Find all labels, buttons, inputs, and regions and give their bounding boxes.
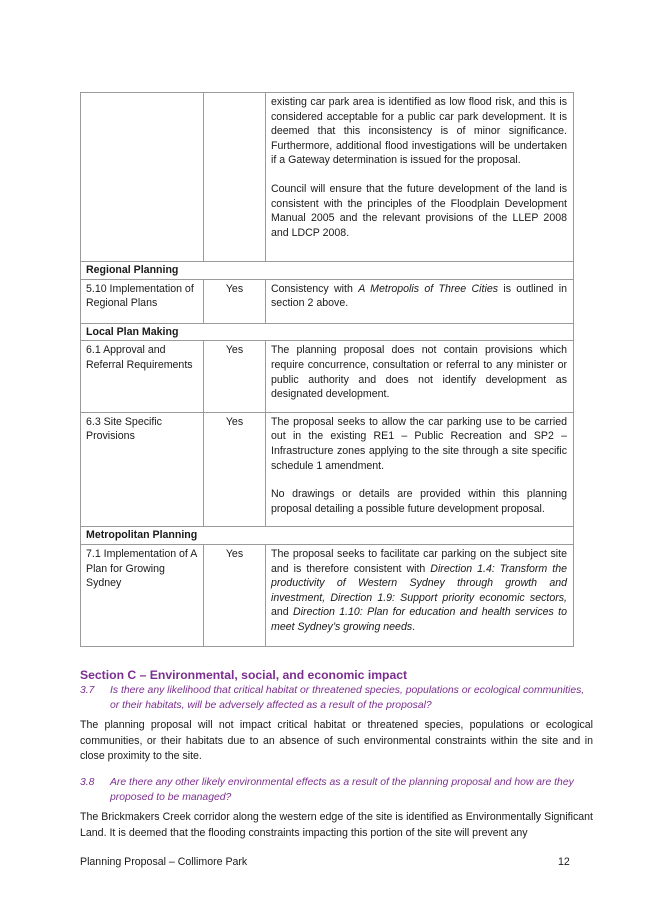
table-row — [81, 279, 574, 323]
comment-cell — [266, 412, 574, 527]
footer-title: Planning Proposal – Collimore Park — [80, 856, 248, 868]
table-row — [81, 544, 574, 647]
comment-text: and — [271, 606, 294, 619]
direction-cell: 5.10 Implementation of Regional Plans — [81, 279, 204, 323]
question-number: 3.7 — [80, 685, 95, 696]
consistent-cell: Yes — [204, 544, 266, 647]
comment-cell — [266, 341, 574, 412]
comment-italic: Direction 1.4: Transform the productivity of Western Sydney through growth and investment, Direction 1.9: Support priority economic sectors, — [271, 562, 567, 604]
answer-3-8: The Brickmakers Creek corridor along the western edge of the site is identified as Environmentally Significant Land. It is deemed that the flooding constraints impacting this portion of the site will prevent any — [80, 811, 593, 839]
consistent-cell: Yes — [204, 279, 266, 323]
question-text: Are there any other likely environmental effects as a result of the planning proposal and how are they proposed to be managed? — [110, 777, 574, 803]
table-row — [81, 341, 574, 412]
comment-text: Consistency with — [271, 282, 359, 295]
local-plan-making-header: Local Plan Making — [81, 323, 574, 341]
direction-cell: 7.1 Implementation of A Plan for Growing Sydney — [81, 544, 204, 647]
question-number: 3.8 — [80, 777, 95, 788]
question-text: Is there any likelihood that critical habitat or threatened species, populations or ecological communities, or their habitats, will be adversely affected as a result of the proposal? — [110, 685, 585, 711]
regional-planning-header: Regional Planning — [81, 262, 574, 280]
comment-text: is outlined in section 2 above. — [271, 282, 567, 310]
comment-paragraph: existing car park area is identified as low flood risk, and this is considered acceptable for a public car park development. It is deemed that this inconsistency is of minor significance. Furthermore, additional flood investigations will be undertaken if a Gateway determination is issued for the proposal. — [271, 96, 567, 167]
section-c-heading: Section C – Environmental, social, and economic impact — [80, 668, 408, 682]
comment-paragraph: The planning proposal does not contain provisions which require concurrence, consultation or referral to any minister or public authority and does not identify development as designated development. — [271, 344, 567, 401]
table-section-header — [81, 262, 574, 280]
comment-cell — [266, 544, 574, 647]
comment-italic: Direction 1.10: Plan for education and health services to meet Sydney’s growing needs — [271, 606, 567, 633]
table-section-header — [81, 527, 574, 545]
question-3-7 — [80, 684, 593, 713]
table-row — [81, 412, 574, 527]
direction-cell — [81, 93, 204, 262]
comment-cell — [266, 93, 574, 262]
comment-cell — [266, 279, 574, 323]
comment-paragraph: No drawings or details are provided within this planning proposal detailing a possible future development proposal. — [271, 488, 567, 515]
comment-paragraph: The proposal seeks to allow the car parking use to be carried out in the existing RE1 – Public Recreation and SP2 – Infrastructure zones applying to the site through a site specific schedule 1 amendment. — [271, 415, 567, 472]
consistency-table — [80, 92, 574, 647]
page-number: 12 — [558, 856, 570, 868]
comment-text: . — [412, 620, 416, 633]
metropolitan-planning-header: Metropolitan Planning — [81, 527, 574, 545]
comment-paragraph: Council will ensure that the future development of the land is consistent with the principles of the Floodplain Development Manual 2005 and the relevant provisions of the LLEP 2008 and LDCP 2008. — [271, 182, 567, 239]
question-3-8 — [80, 776, 593, 805]
consistent-cell: Yes — [204, 341, 266, 412]
direction-cell: 6.3 Site Specific Provisions — [81, 412, 204, 527]
table-row — [81, 93, 574, 262]
comment-italic: A Metropolis of Three Cities — [358, 282, 499, 295]
direction-cell: 6.1 Approval and Referral Requirements — [81, 341, 204, 412]
answer-3-7: The planning proposal will not impact critical habitat or threatened species, populations or ecological communities, or their habitats due to an absence of such environmental constraints within the site and in close proximity to the site. — [80, 719, 593, 763]
table-section-header — [81, 323, 574, 341]
consistent-cell: Yes — [204, 412, 266, 527]
consistent-cell — [204, 93, 266, 262]
comment-text: The proposal seeks to facilitate car parking on the subject site and is therefore consistent with — [271, 547, 567, 575]
